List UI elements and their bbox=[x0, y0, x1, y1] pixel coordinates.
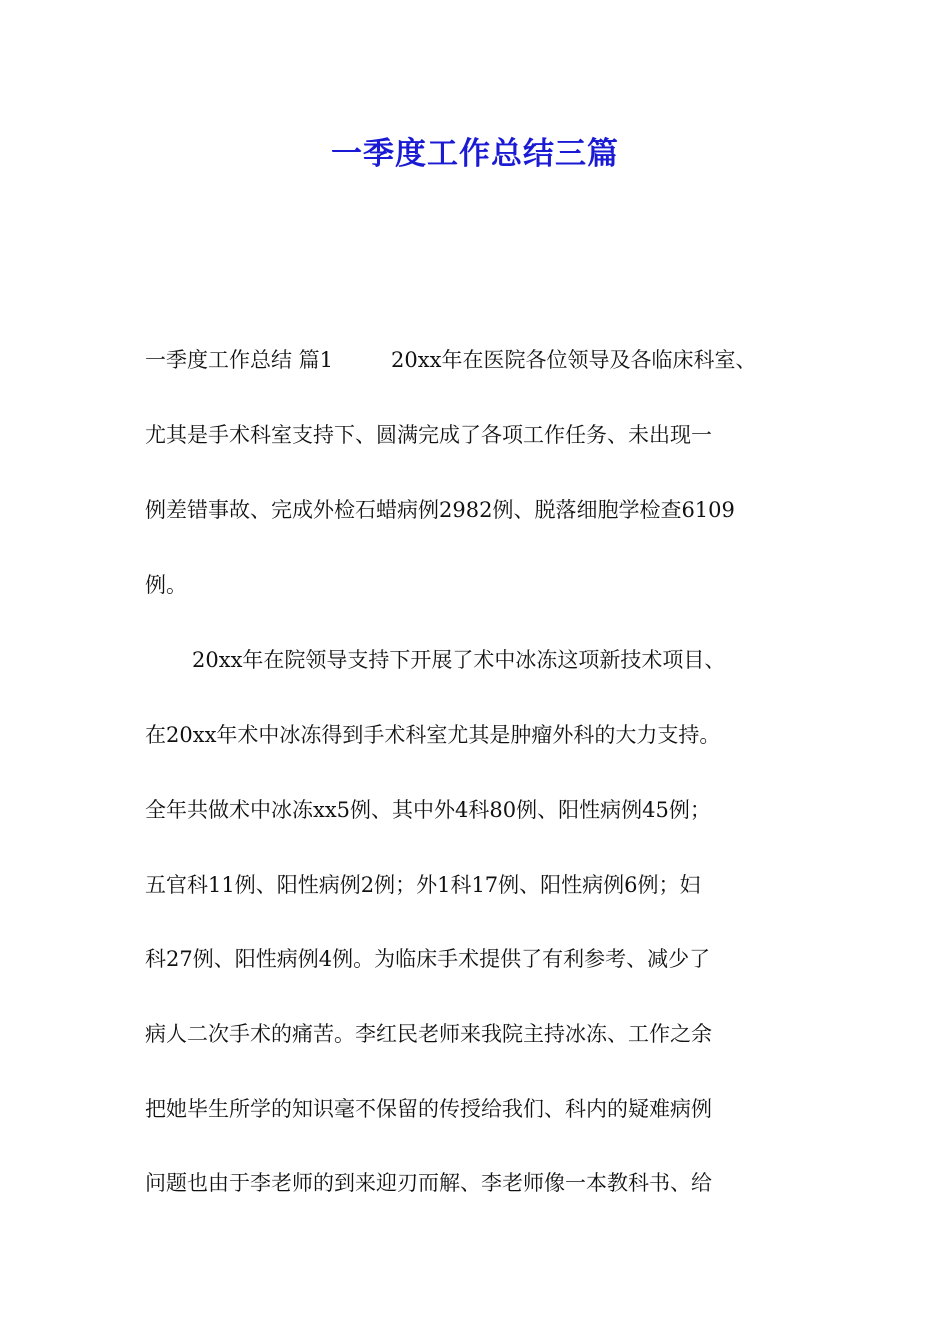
paragraph-line: 全年共做术中冰冻xx5例、其中外4科80例、阳性病例45例； bbox=[145, 798, 711, 822]
paragraph-line bbox=[145, 340, 825, 380]
paragraph-line: 例。 bbox=[145, 573, 187, 597]
paragraph-line: 问题也由于李老师的到来迎刃而解、李老师像一本教科书、给 bbox=[145, 1171, 712, 1195]
paragraph-line: 病人二次手术的痛苦。李红民老师来我院主持冰冻、工作之余 bbox=[145, 1022, 712, 1046]
paragraph-line: 科27例、阳性病例4例。为临床手术提供了有利参考、减少了 bbox=[145, 947, 711, 971]
paragraph-line: 尤其是手术科室支持下、圆满完成了各项工作任务、未出现一 bbox=[145, 423, 712, 447]
paragraph-line: 五官科11例、阳性病例2例；外1科17例、阳性病例6例；妇 bbox=[145, 873, 701, 897]
paragraph-line: 在20xx年术中冰冻得到手术科室尤其是肿瘤外科的大力支持。 bbox=[145, 723, 721, 747]
paragraph-line: 把她毕生所学的知识毫不保留的传授给我们、科内的疑难病例 bbox=[145, 1097, 712, 1121]
section-heading: 一季度工作总结 篇1 bbox=[145, 348, 334, 372]
section-text: 20xx年在医院各位领导及各临床科室、 bbox=[391, 348, 757, 372]
paragraph-line: 20xx年在院领导支持下开展了术中冰冻这项新技术项目、 bbox=[192, 648, 726, 672]
document-title: 一季度工作总结三篇 bbox=[331, 136, 619, 172]
paragraph-line: 例差错事故、完成外检石蜡病例2982例、脱落细胞学检查6109 bbox=[145, 498, 735, 522]
